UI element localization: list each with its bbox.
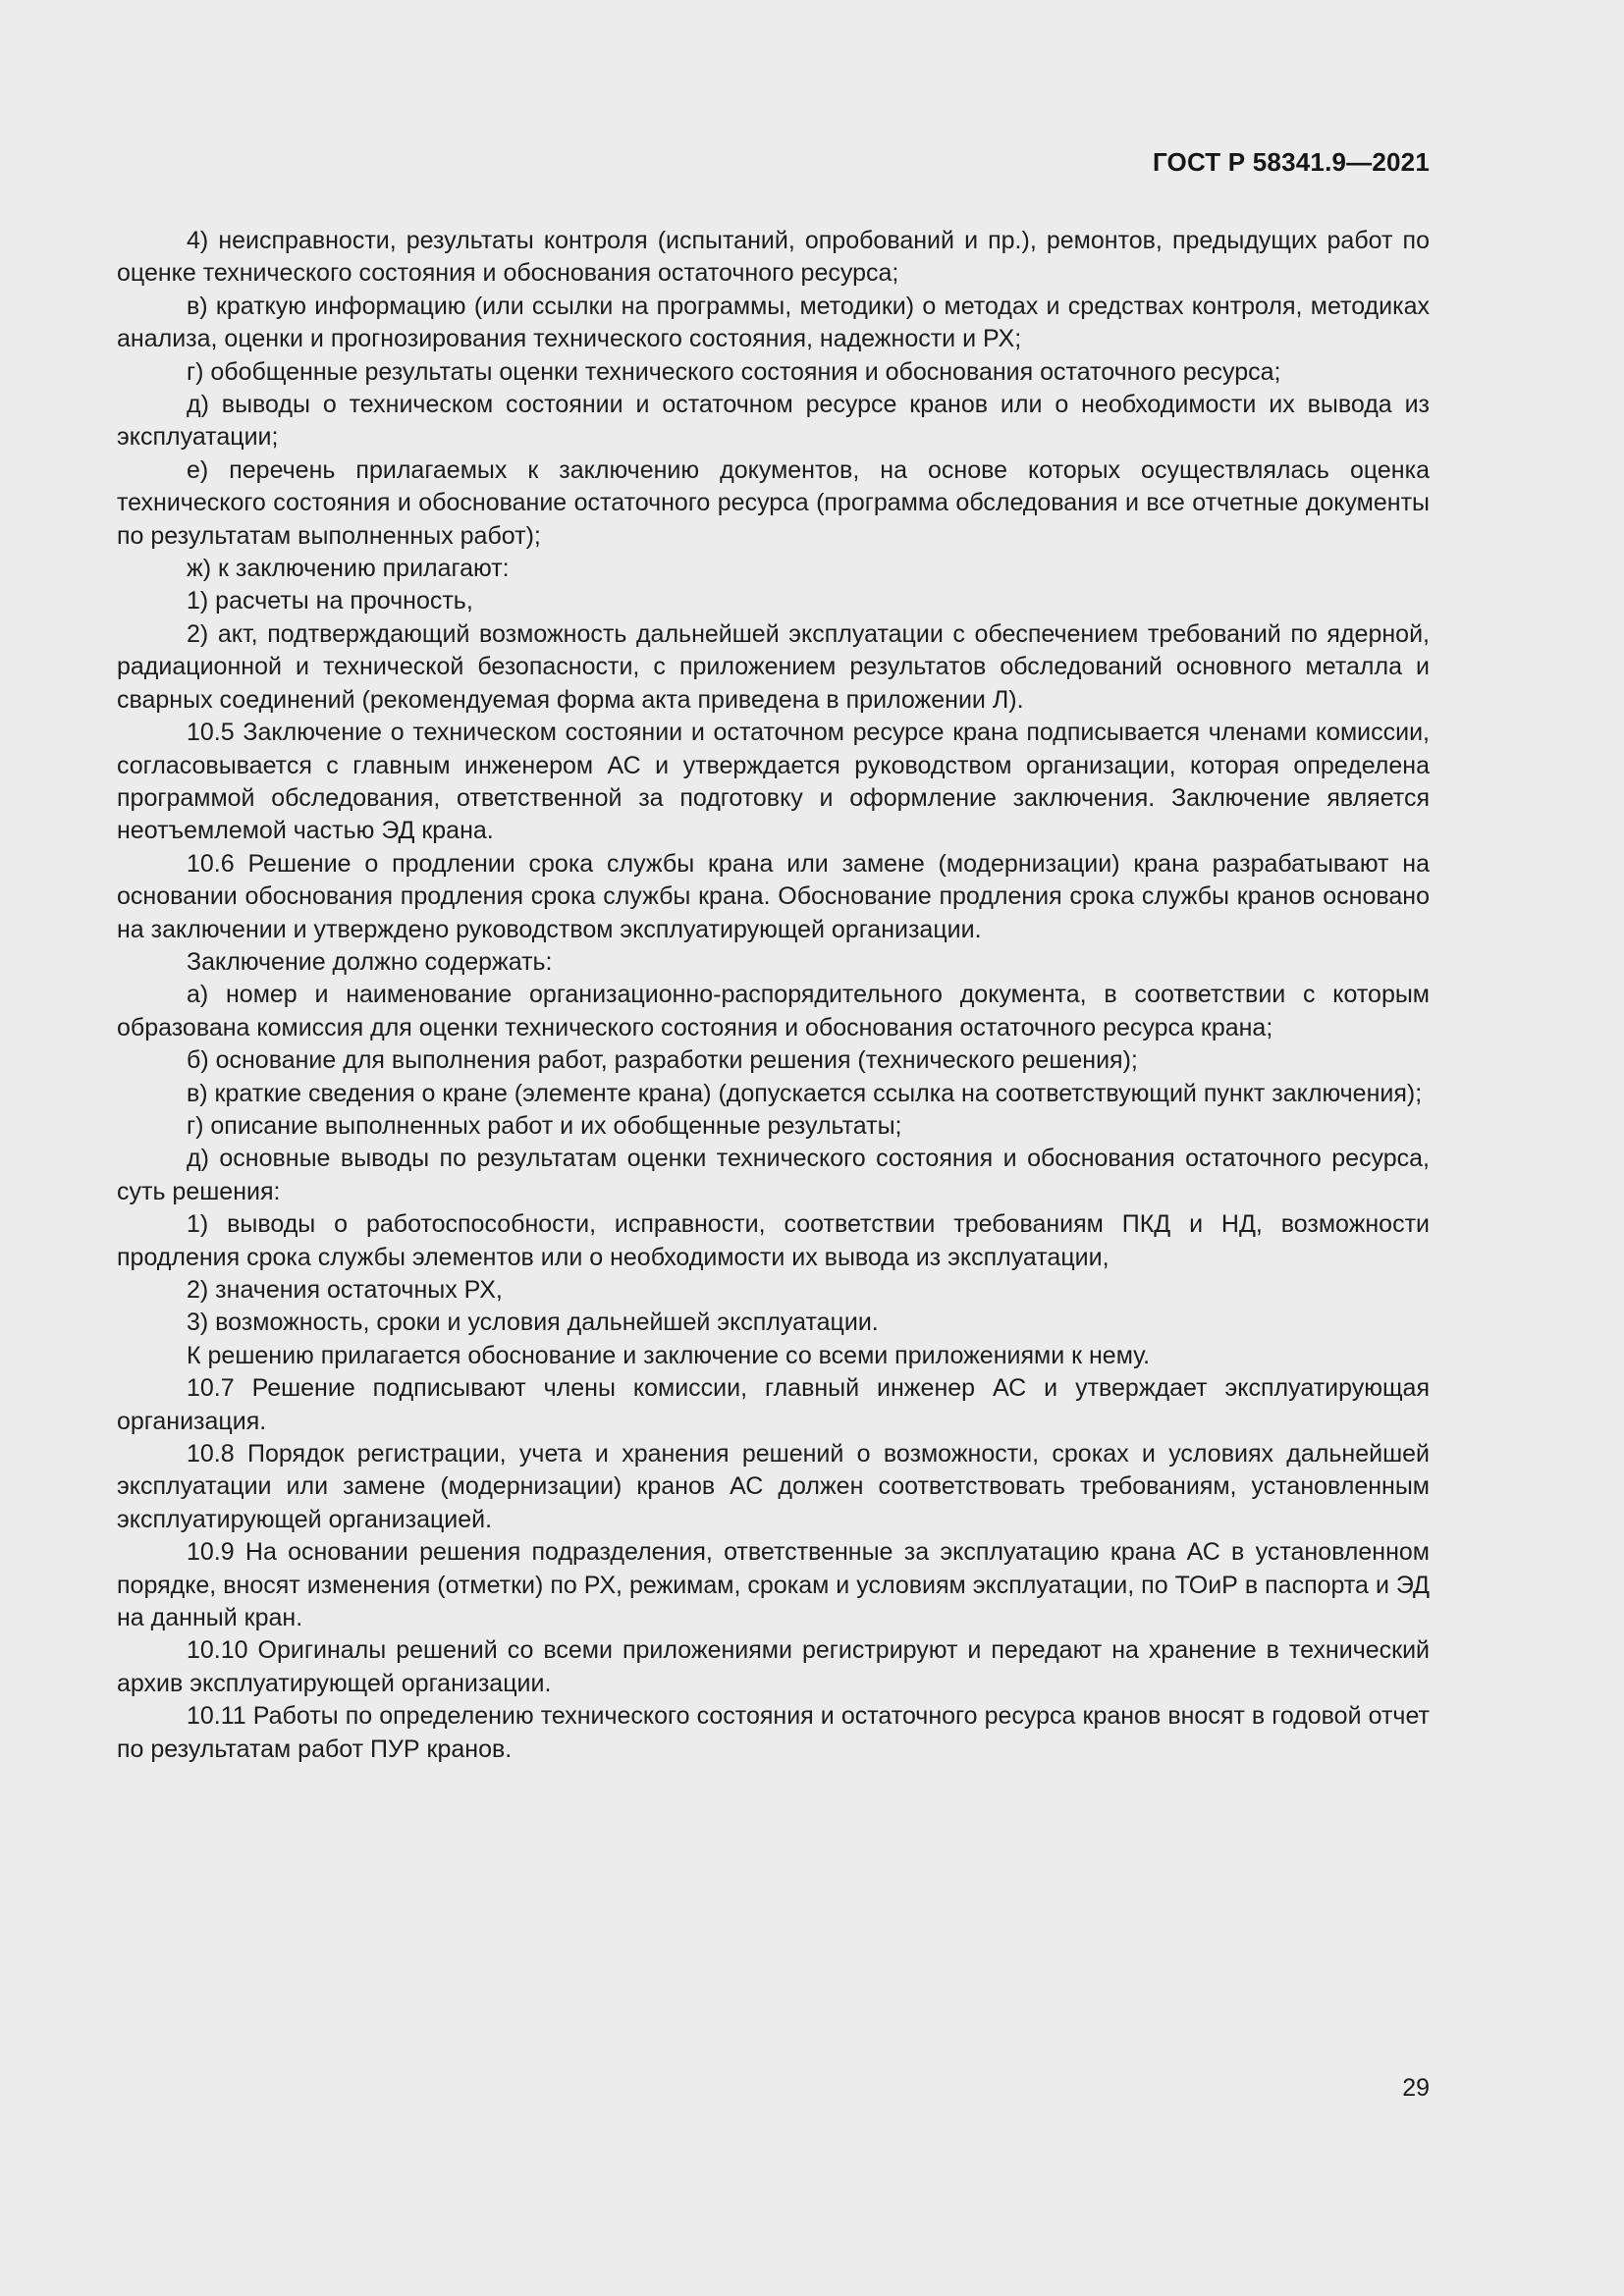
paragraph: ж) к заключению прилагают:: [187, 555, 510, 583]
paragraph: 4) неисправности, результаты контроля (испытаний, опробований и пр.), ремонтов, предыдущих работ по оценке технического состояния и обоснования остаточного ресурса;: [117, 227, 1430, 288]
paragraph: 10.8 Порядок регистрации, учета и хранения решений о возможности, сроках и условиях дальнейшей эксплуатации или замене (модернизации) кранов АС должен соответствовать требованиям, установленным эксплуатирующей организацией.: [117, 1440, 1430, 1533]
paragraph: К решению прилагается обоснование и заключение со всеми приложениями к нему.: [187, 1341, 1151, 1369]
paragraph: е) перечень прилагаемых к заключению документов, на основе которых осуществлялась оценка технического состояния и обоснование остаточного ресурса (программа обследования и все отчетные документы по результатам выполненных работ);: [117, 455, 1430, 550]
paragraph: д) выводы о техническом состоянии и остаточном ресурсе кранов или о необходимости их вывода из эксплуатации;: [117, 391, 1430, 452]
paragraph: 10.7 Решение подписывают члены комиссии, главный инженер АС и утверждает эксплуатирующая организация.: [117, 1374, 1430, 1435]
paragraph: в) краткие сведения о кране (элементе крана) (допускается ссылка на соответствующий пункт заключения);: [187, 1079, 1423, 1107]
paragraph: 2) значения остаточных РХ,: [187, 1276, 503, 1304]
paragraph: 10.6 Решение о продлении срока службы крана или замене (модернизации) крана разрабатывают на основании обоснования продления срока службы крана. Обоснование продления срока службы кранов основано на заключении и утверждено руководством эксплуатирующей организации.: [117, 849, 1430, 943]
paragraph: Заключение должно содержать:: [187, 947, 553, 976]
paragraph: 1) выводы о работоспособности, исправности, соответствии требованиям ПКД и НД, возможности продления срока службы элементов или о необходимости их вывода из эксплуатации,: [117, 1210, 1430, 1271]
document-header: ГОСТ Р 58341.9—2021: [1152, 147, 1430, 177]
paragraph: д) основные выводы по результатам оценки технического состояния и обоснования остаточного ресурса, суть решения:: [117, 1145, 1430, 1205]
paragraph: б) основание для выполнения работ, разработки решения (технического решения);: [187, 1046, 1138, 1075]
document-body: [117, 225, 1430, 1766]
paragraph: в) краткую информацию (или ссылки на программы, методики) о методах и средствах контроля, методиках анализа, оценки и прогнозирования технического состояния, надежности и РХ;: [117, 292, 1430, 353]
page-number: 29: [1402, 2074, 1430, 2102]
paragraph: 3) возможность, сроки и условия дальнейшей эксплуатации.: [187, 1308, 879, 1337]
paragraph: а) номер и наименование организационно-распорядительного документа, в соответствии с которым образована комиссия для оценки технического состояния и обоснования остаточного ресурса крана;: [117, 981, 1430, 1041]
paragraph: г) описание выполненных работ и их обобщенные результаты;: [187, 1111, 902, 1140]
paragraph: 1) расчеты на прочность,: [187, 587, 473, 615]
paragraph: 10.9 На основании решения подразделения, ответственные за эксплуатацию крана АС в установленном порядке, вносят изменения (отметки) по РХ, режимам, срокам и условиям эксплуатации, по ТОиР в паспорта и ЭД на данный кран.: [117, 1538, 1430, 1632]
paragraph: 10.11 Работы по определению технического состояния и остаточного ресурса кранов вносят в годовой отчет по результатам работ ПУР кранов.: [117, 1702, 1430, 1763]
paragraph: 2) акт, подтверждающий возможность дальнейшей эксплуатации с обеспечением требований по ядерной, радиационной и технической безопасности, с приложением результатов обследований основного металла и сварных соединений (рекомендуемая форма акта приведена в приложении Л).: [117, 619, 1430, 714]
paragraph: 10.5 Заключение о техническом состоянии и остаточном ресурсе крана подписывается членами комиссии, согласовывается с главным инженером АС и утверждается руководством организации, которая определена программой обследования, ответственной за подготовку и оформление заключения. Заключение является неотъемлемой частью ЭД крана.: [117, 719, 1430, 845]
paragraph: г) обобщенные результаты оценки технического состояния и обоснования остаточного ресурса;: [187, 357, 1281, 386]
paragraph: 10.10 Оригиналы решений со всеми приложениями регистрируют и передают на хранение в технический архив эксплуатирующей организации.: [117, 1636, 1430, 1697]
